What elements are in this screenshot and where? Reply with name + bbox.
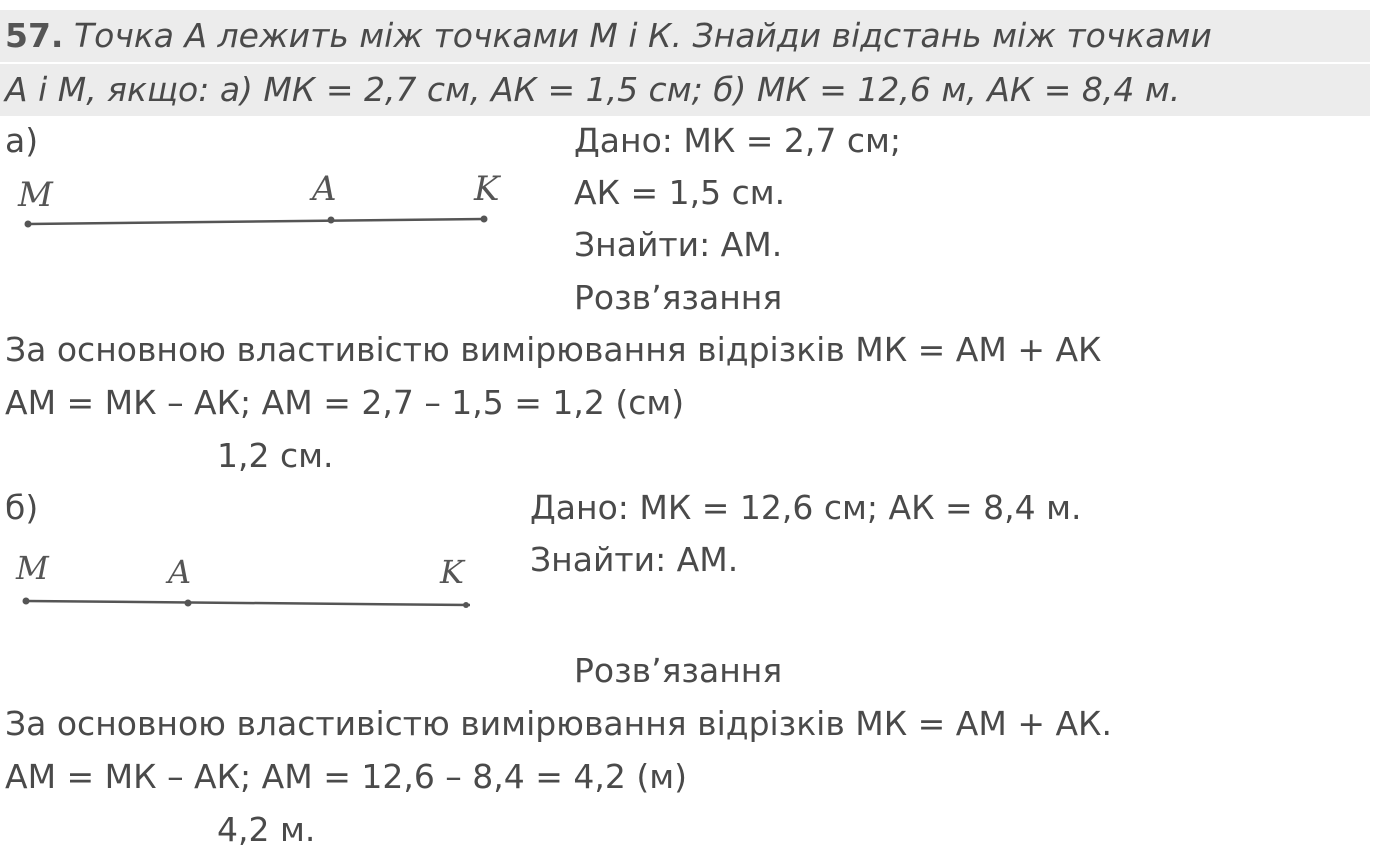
part-a-given-2: АК = 1,5 см. [574, 173, 786, 212]
point-a-label: A [168, 553, 192, 591]
point-m-label: M [16, 549, 49, 587]
point-m-label: M [18, 175, 53, 215]
point-m-dot [23, 598, 30, 605]
part-b-solution-line-2: АМ = МК – АК; АМ = 12,6 – 8,4 = 4,2 (м) [5, 757, 688, 796]
part-a-label: а) [5, 121, 39, 160]
part-b-label: б) [5, 488, 39, 527]
part-a-solution-line-2: АМ = МК – АК; АМ = 2,7 – 1,5 = 1,2 (см) [5, 383, 685, 422]
part-b-segment-figure [0, 545, 520, 625]
part-b-find: Знайти: АМ. [530, 540, 739, 579]
point-a-dot [185, 600, 192, 607]
part-a-solution-title: Розв’язання [574, 278, 783, 317]
point-m-dot [25, 221, 32, 228]
point-k-dot [481, 216, 488, 223]
part-b-answer: 4,2 м. [217, 810, 316, 849]
part-a-segment-figure [0, 160, 530, 250]
task-statement-line-1 [5, 10, 1212, 62]
point-k-dot [463, 602, 469, 608]
part-b-solution-title: Розв’язання [574, 651, 783, 690]
segment-mk-line [28, 219, 484, 224]
part-a-given-1: Дано: МК = 2,7 см; [574, 121, 902, 160]
point-a-label: A [312, 169, 337, 209]
part-b-solution-line-1: За основною властивістю вимірювання відрізків МК = АМ + АК. [5, 704, 1112, 743]
point-k-label: K [440, 553, 464, 591]
part-a-solution-line-1: За основною властивістю вимірювання відрізків МК = АМ + АК [5, 330, 1102, 369]
task-statement-line-2: А і М, якщо: а) МК = 2,7 см, АК = 1,5 см; б) МК = 12,6 м, АК = 8,4 м. [5, 70, 1181, 109]
segment-mk-line [26, 601, 470, 605]
part-b-given: Дано: МК = 12,6 см; АК = 8,4 м. [530, 488, 1082, 527]
task-number: 57. [5, 16, 64, 55]
point-a-dot [328, 217, 335, 224]
point-k-label: K [474, 169, 500, 209]
part-a-answer: 1,2 см. [217, 436, 334, 475]
task-text-1: Точка А лежить між точками М і К. Знайди відстань між точками [73, 16, 1212, 55]
part-a-find: Знайти: АМ. [574, 225, 783, 264]
